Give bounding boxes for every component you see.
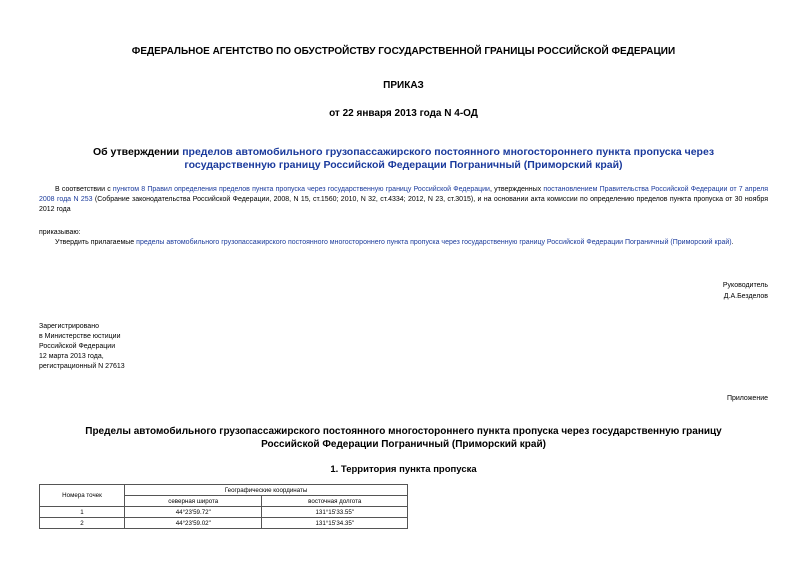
header-geo: Географические координаты <box>125 485 408 496</box>
document-type: ПРИКАЗ <box>383 80 424 91</box>
cell-point: 2 <box>40 518 125 529</box>
registration-line-4: 12 марта 2013 года, <box>39 353 104 360</box>
p2-text-a: Утвердить прилагаемые <box>55 239 137 246</box>
p1-text-b: , утвержденных <box>489 186 544 193</box>
table-row <box>40 507 408 518</box>
p1-text-c: (Собрание законодательства Российской Федерации, 2008, N 15, ст.1560; 2010, N 32, ст.4334; 2012, N 23, ст.3015), и на основании акта комиссии по определению пределов пункта пропуска от 30 ноября 2012 года <box>39 196 768 213</box>
order-word: приказываю: <box>39 229 81 236</box>
registration-block <box>39 322 125 372</box>
table-header-row <box>40 485 408 496</box>
header-points: Номера точек <box>40 485 125 507</box>
registration-line-3: Российской Федерации <box>39 343 116 350</box>
header-lat: северная широта <box>125 496 262 507</box>
appendix-label: Приложение <box>726 395 768 402</box>
header-lon: восточная долгота <box>262 496 408 507</box>
registration-line-1: Зарегистрировано <box>39 323 99 330</box>
rules-link[interactable]: пунктом 8 Правил определения пределов пункта пропуска через государственную границу Российской Федерации <box>112 186 490 193</box>
table-row <box>40 518 408 529</box>
paragraph-basis <box>39 185 768 215</box>
document-title <box>50 146 757 172</box>
limits-link[interactable]: пределы автомобильного грузопассажирского постоянного многостороннего пункта пропуска через государственную границу Российской Федерации Пограничный (Приморский край) <box>136 239 732 246</box>
appendix-title: Пределы автомобильного грузопассажирского постоянного многостороннего пункта пропуска через государственную границу Российской Федерации Пограничный (Приморский край) <box>85 426 722 450</box>
agency-name: ФЕДЕРАЛЬНОЕ АГЕНТСТВО ПО ОБУСТРОЙСТВУ ГОСУДАРСТВЕННОЙ ГРАНИЦЫ РОССИЙСКОЙ ФЕДЕРАЦИИ <box>131 46 676 57</box>
cell-lat: 44°23'59.72" <box>125 507 262 518</box>
cell-point: 1 <box>40 507 125 518</box>
signature-role: Руководитель <box>722 282 768 289</box>
section-heading: 1. Территория пункта пропуска <box>330 464 477 475</box>
title-prefix: Об утверждении <box>92 146 183 158</box>
p1-text-a: В соответствии с <box>55 186 113 193</box>
title-link[interactable]: пределов автомобильного грузопассажирского постоянного многостороннего пункта пропуска через государственную границу Российской Федерации Пограничный (Приморский край) <box>182 146 715 171</box>
cell-lat: 44°23'59.02" <box>125 518 262 529</box>
registration-line-2: в Министерстве юстиции <box>39 333 121 340</box>
p2-text-b: . <box>731 239 734 246</box>
registration-line-5: регистрационный N 27613 <box>39 363 125 370</box>
government-decree-link[interactable]: постановлением Правительства Российской Федерации от 7 апреля 2008 года N 253 <box>39 186 769 203</box>
signature-name: Д.А.Безделов <box>723 293 768 300</box>
paragraph-approve <box>55 238 768 248</box>
cell-lon: 131°15'34.35" <box>262 518 408 529</box>
document-date-number: от 22 января 2013 года N 4-ОД <box>329 108 478 119</box>
cell-lon: 131°15'33.55" <box>262 507 408 518</box>
coordinates-table <box>39 484 408 529</box>
